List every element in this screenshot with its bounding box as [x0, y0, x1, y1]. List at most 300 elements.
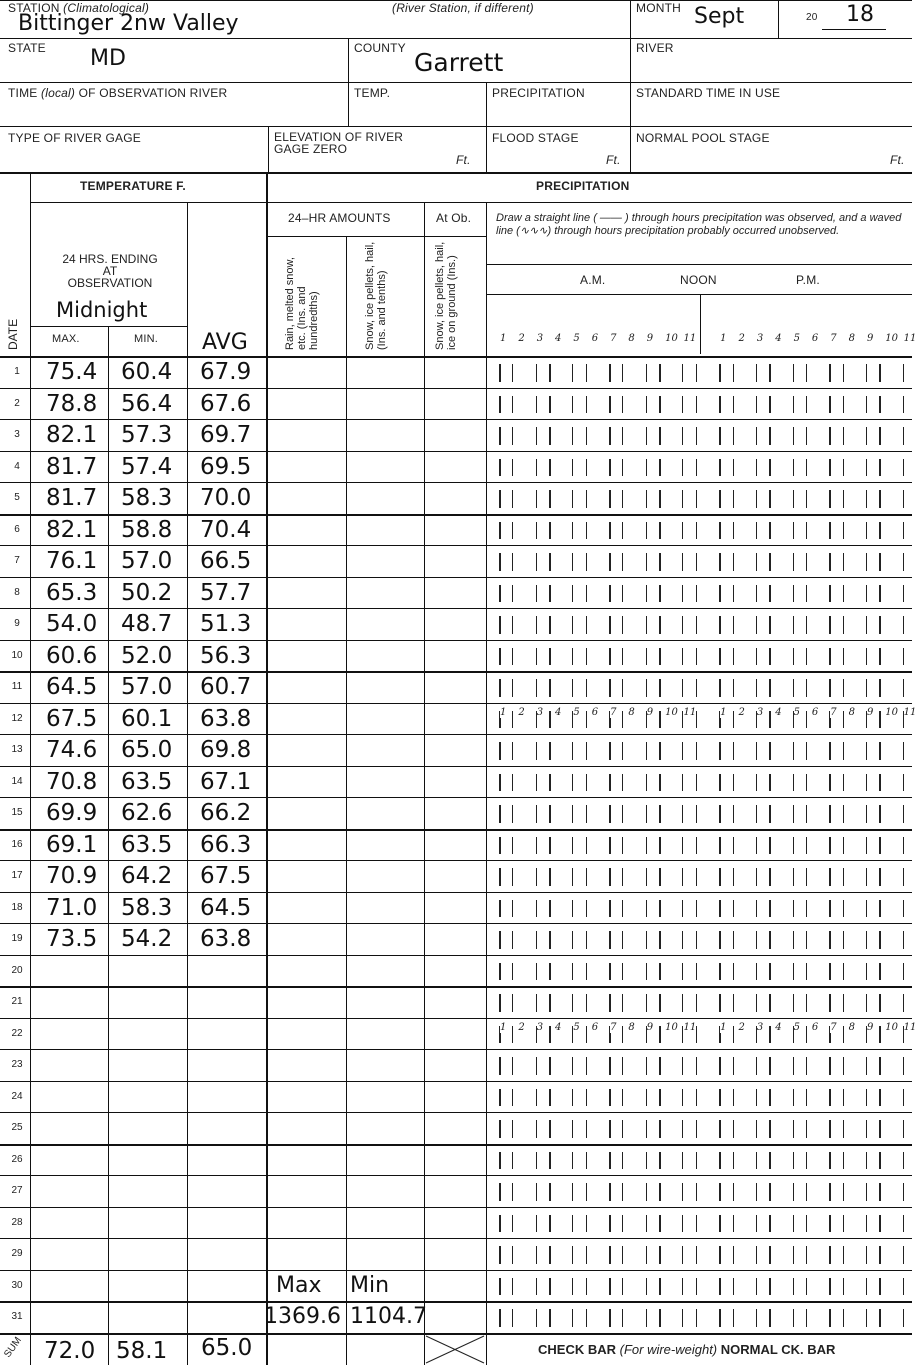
hour-tick[interactable]: [733, 364, 734, 382]
hour-tick[interactable]: [806, 1120, 807, 1138]
sum-min[interactable]: 58.1: [116, 1338, 168, 1364]
hour-tick[interactable]: [682, 1152, 683, 1170]
hour-tick[interactable]: [622, 553, 623, 571]
hour-tick[interactable]: [609, 459, 611, 477]
hour-tick[interactable]: [572, 679, 573, 697]
min-cell[interactable]: 48.7: [121, 611, 173, 637]
hour-tick[interactable]: [793, 679, 794, 697]
hour-tick[interactable]: [499, 1309, 501, 1327]
hour-tick[interactable]: [806, 900, 807, 918]
hour-tick[interactable]: [512, 396, 513, 414]
hour-tick[interactable]: [696, 427, 697, 445]
hour-tick[interactable]: [646, 396, 647, 414]
hour-tick[interactable]: [879, 1278, 881, 1296]
hour-tick[interactable]: [793, 648, 794, 666]
hour-tick[interactable]: [622, 963, 623, 981]
hour-tick[interactable]: [586, 994, 587, 1012]
hour-tick[interactable]: [682, 963, 683, 981]
hour-tick[interactable]: [499, 774, 501, 792]
hour-tick[interactable]: [659, 711, 661, 729]
avg-cell[interactable]: 51.3: [200, 611, 252, 637]
hour-tick[interactable]: [756, 648, 757, 666]
hour-tick[interactable]: [622, 1057, 623, 1075]
hour-tick[interactable]: [793, 1089, 794, 1107]
avg-cell[interactable]: 64.5: [200, 894, 252, 921]
hour-tick[interactable]: [512, 679, 513, 697]
hour-tick[interactable]: [586, 1057, 587, 1075]
hour-tick[interactable]: [719, 994, 721, 1012]
max-cell[interactable]: 82.1: [46, 516, 98, 543]
hour-tick[interactable]: [512, 1026, 513, 1044]
hour-tick[interactable]: [586, 1152, 587, 1170]
hour-tick[interactable]: [572, 522, 573, 540]
hour-tick[interactable]: [829, 1152, 831, 1170]
hour-tick[interactable]: [756, 994, 757, 1012]
hour-tick[interactable]: [572, 1152, 573, 1170]
hour-tick[interactable]: [682, 522, 683, 540]
hour-tick[interactable]: [646, 774, 647, 792]
hour-tick[interactable]: [733, 1152, 734, 1170]
hour-tick[interactable]: [756, 1057, 757, 1075]
hour-tick[interactable]: [903, 1309, 904, 1327]
hour-tick[interactable]: [536, 616, 537, 634]
hour-tick[interactable]: [793, 427, 794, 445]
hour-tick[interactable]: [549, 1278, 551, 1296]
hour-tick[interactable]: [499, 1246, 501, 1264]
hour-tick[interactable]: [499, 679, 501, 697]
hour-tick[interactable]: [499, 1057, 501, 1075]
hour-tick[interactable]: [586, 1089, 587, 1107]
hour-tick[interactable]: [843, 805, 844, 823]
hour-tick[interactable]: [659, 585, 661, 603]
hour-tick[interactable]: [622, 648, 623, 666]
hour-tick[interactable]: [879, 837, 881, 855]
hour-tick[interactable]: [806, 648, 807, 666]
hour-tick[interactable]: [536, 742, 537, 760]
hour-tick[interactable]: [903, 1057, 904, 1075]
hour-tick[interactable]: [696, 1183, 697, 1201]
hour-tick[interactable]: [756, 396, 757, 414]
hour-tick[interactable]: [719, 1215, 721, 1233]
hour-tick[interactable]: [609, 490, 611, 508]
hour-tick[interactable]: [793, 585, 794, 603]
hour-tick[interactable]: [843, 1309, 844, 1327]
hour-tick[interactable]: [659, 837, 661, 855]
hour-tick[interactable]: [879, 364, 881, 382]
avg-cell[interactable]: 67.1: [200, 768, 252, 795]
hour-tick[interactable]: [793, 1057, 794, 1075]
hour-tick[interactable]: [806, 711, 807, 729]
hour-tick[interactable]: [879, 1120, 881, 1138]
hour-tick[interactable]: [733, 1057, 734, 1075]
hour-tick[interactable]: [719, 522, 721, 540]
hour-tick[interactable]: [903, 396, 904, 414]
avg-cell[interactable]: 67.6: [200, 390, 252, 417]
hour-tick[interactable]: [586, 648, 587, 666]
hour-tick[interactable]: [572, 900, 573, 918]
max-cell[interactable]: 81.7: [46, 453, 98, 480]
hour-tick[interactable]: [756, 900, 757, 918]
hour-tick[interactable]: [512, 805, 513, 823]
hour-tick[interactable]: [769, 1057, 771, 1075]
hour-tick[interactable]: [733, 1120, 734, 1138]
hour-tick[interactable]: [733, 1309, 734, 1327]
hour-tick[interactable]: [572, 553, 573, 571]
max-cell[interactable]: 76.1: [46, 548, 98, 574]
hour-tick[interactable]: [586, 522, 587, 540]
hour-tick[interactable]: [622, 522, 623, 540]
hour-tick[interactable]: [769, 900, 771, 918]
hour-tick[interactable]: [903, 585, 904, 603]
hour-tick[interactable]: [696, 553, 697, 571]
hour-tick[interactable]: [719, 427, 721, 445]
hour-tick[interactable]: [866, 1278, 867, 1296]
hour-tick[interactable]: [769, 931, 771, 949]
hour-tick[interactable]: [829, 522, 831, 540]
hour-tick[interactable]: [549, 774, 551, 792]
hour-tick[interactable]: [806, 679, 807, 697]
hour-tick[interactable]: [646, 364, 647, 382]
hour-tick[interactable]: [622, 868, 623, 886]
hour-tick[interactable]: [659, 396, 661, 414]
hour-tick[interactable]: [843, 774, 844, 792]
hour-tick[interactable]: [609, 427, 611, 445]
hour-tick[interactable]: [843, 1183, 844, 1201]
hour-tick[interactable]: [622, 616, 623, 634]
avg-cell[interactable]: 67.5: [200, 863, 252, 889]
hour-tick[interactable]: [536, 648, 537, 666]
hour-tick[interactable]: [499, 616, 501, 634]
hour-tick[interactable]: [903, 837, 904, 855]
hour-tick[interactable]: [903, 648, 904, 666]
hour-tick[interactable]: [512, 1120, 513, 1138]
hour-tick[interactable]: [829, 427, 831, 445]
min-cell[interactable]: 60.1: [121, 705, 173, 732]
hour-tick[interactable]: [549, 837, 551, 855]
hour-tick[interactable]: [682, 994, 683, 1012]
avg-cell[interactable]: 66.3: [200, 831, 252, 858]
hour-tick[interactable]: [646, 1120, 647, 1138]
hour-tick[interactable]: [866, 427, 867, 445]
min-cell[interactable]: 57.0: [121, 674, 173, 700]
hour-tick[interactable]: [609, 1120, 611, 1138]
hour-tick[interactable]: [499, 553, 501, 571]
hour-tick[interactable]: [903, 805, 904, 823]
hour-tick[interactable]: [499, 1278, 501, 1296]
hour-tick[interactable]: [879, 1057, 881, 1075]
hour-tick[interactable]: [609, 1183, 611, 1201]
hour-tick[interactable]: [806, 396, 807, 414]
hour-tick[interactable]: [512, 837, 513, 855]
snow-cell[interactable]: Min: [350, 1272, 390, 1298]
hour-tick[interactable]: [903, 522, 904, 540]
hour-tick[interactable]: [829, 459, 831, 477]
hour-tick[interactable]: [682, 868, 683, 886]
hour-tick[interactable]: [843, 490, 844, 508]
hour-tick[interactable]: [659, 931, 661, 949]
hour-tick[interactable]: [806, 774, 807, 792]
hour-tick[interactable]: [793, 553, 794, 571]
hour-tick[interactable]: [756, 1246, 757, 1264]
min-cell[interactable]: 58.3: [121, 485, 173, 511]
hour-tick[interactable]: [879, 679, 881, 697]
hour-tick[interactable]: [769, 837, 771, 855]
hour-tick[interactable]: [879, 994, 881, 1012]
hour-tick[interactable]: [879, 1183, 881, 1201]
hour-tick[interactable]: [719, 585, 721, 603]
hour-tick[interactable]: [719, 900, 721, 918]
hour-tick[interactable]: [682, 805, 683, 823]
hour-tick[interactable]: [756, 868, 757, 886]
hour-tick[interactable]: [572, 931, 573, 949]
hour-tick[interactable]: [903, 1246, 904, 1264]
hour-tick[interactable]: [659, 553, 661, 571]
min-cell[interactable]: 56.4: [121, 390, 173, 417]
hour-tick[interactable]: [536, 774, 537, 792]
hour-tick[interactable]: [646, 1057, 647, 1075]
hour-tick[interactable]: [536, 931, 537, 949]
hour-tick[interactable]: [536, 963, 537, 981]
hour-tick[interactable]: [499, 1089, 501, 1107]
min-cell[interactable]: 62.6: [121, 800, 173, 826]
hour-tick[interactable]: [879, 616, 881, 634]
hour-tick[interactable]: [829, 396, 831, 414]
hour-tick[interactable]: [733, 868, 734, 886]
hour-tick[interactable]: [512, 490, 513, 508]
hour-tick[interactable]: [572, 1215, 573, 1233]
hour-tick[interactable]: [733, 427, 734, 445]
hour-tick[interactable]: [806, 1309, 807, 1327]
hour-tick[interactable]: [549, 679, 551, 697]
hour-tick[interactable]: [536, 585, 537, 603]
hour-tick[interactable]: [609, 963, 611, 981]
hour-tick[interactable]: [659, 774, 661, 792]
hour-tick[interactable]: [843, 1278, 844, 1296]
hour-tick[interactable]: [499, 1120, 501, 1138]
hour-tick[interactable]: [499, 742, 501, 760]
hour-tick[interactable]: [696, 1057, 697, 1075]
hour-tick[interactable]: [806, 1152, 807, 1170]
hour-tick[interactable]: [829, 1120, 831, 1138]
hour-tick[interactable]: [879, 963, 881, 981]
hour-tick[interactable]: [879, 648, 881, 666]
avg-cell[interactable]: 70.0: [200, 485, 252, 511]
hour-tick[interactable]: [682, 648, 683, 666]
hour-tick[interactable]: [659, 1183, 661, 1201]
max-cell[interactable]: 60.6: [46, 642, 98, 669]
hour-tick[interactable]: [903, 364, 904, 382]
hour-tick[interactable]: [843, 994, 844, 1012]
max-cell[interactable]: 71.0: [46, 894, 98, 921]
hour-tick[interactable]: [829, 1309, 831, 1327]
hour-tick[interactable]: [659, 994, 661, 1012]
hour-tick[interactable]: [659, 1120, 661, 1138]
hour-tick[interactable]: [646, 522, 647, 540]
hour-tick[interactable]: [646, 1183, 647, 1201]
hour-tick[interactable]: [903, 742, 904, 760]
avg-cell[interactable]: 66.5: [200, 548, 252, 574]
min-cell[interactable]: 52.0: [121, 642, 173, 669]
hour-tick[interactable]: [903, 1152, 904, 1170]
hour-tick[interactable]: [609, 522, 611, 540]
hour-tick[interactable]: [549, 1246, 551, 1264]
hour-tick[interactable]: [756, 459, 757, 477]
hour-tick[interactable]: [609, 931, 611, 949]
hour-tick[interactable]: [586, 1246, 587, 1264]
hour-tick[interactable]: [719, 868, 721, 886]
hour-tick[interactable]: [609, 742, 611, 760]
hour-tick[interactable]: [622, 805, 623, 823]
hour-tick[interactable]: [756, 837, 757, 855]
hour-tick[interactable]: [843, 1152, 844, 1170]
hour-tick[interactable]: [769, 1152, 771, 1170]
hour-tick[interactable]: [659, 490, 661, 508]
hour-tick[interactable]: [866, 1120, 867, 1138]
hour-tick[interactable]: [549, 1026, 551, 1044]
hour-tick[interactable]: [659, 1278, 661, 1296]
hour-tick[interactable]: [866, 774, 867, 792]
hour-tick[interactable]: [843, 616, 844, 634]
hour-tick[interactable]: [733, 1278, 734, 1296]
hour-tick[interactable]: [646, 900, 647, 918]
hour-tick[interactable]: [733, 396, 734, 414]
hour-tick[interactable]: [769, 490, 771, 508]
hour-tick[interactable]: [549, 1057, 551, 1075]
hour-tick[interactable]: [769, 427, 771, 445]
hour-tick[interactable]: [659, 522, 661, 540]
hour-tick[interactable]: [622, 1089, 623, 1107]
hour-tick[interactable]: [843, 427, 844, 445]
hour-tick[interactable]: [646, 742, 647, 760]
hour-tick[interactable]: [622, 1152, 623, 1170]
hour-tick[interactable]: [769, 679, 771, 697]
hour-tick[interactable]: [609, 1089, 611, 1107]
hour-tick[interactable]: [512, 900, 513, 918]
hour-tick[interactable]: [512, 585, 513, 603]
max-cell[interactable]: 73.5: [46, 926, 98, 952]
hour-tick[interactable]: [719, 459, 721, 477]
hour-tick[interactable]: [866, 868, 867, 886]
hour-tick[interactable]: [646, 931, 647, 949]
hour-tick[interactable]: [829, 931, 831, 949]
hour-tick[interactable]: [879, 1215, 881, 1233]
hour-tick[interactable]: [866, 364, 867, 382]
hour-tick[interactable]: [829, 868, 831, 886]
hour-tick[interactable]: [756, 553, 757, 571]
hour-tick[interactable]: [646, 459, 647, 477]
hour-tick[interactable]: [696, 963, 697, 981]
hour-tick[interactable]: [609, 994, 611, 1012]
hour-tick[interactable]: [806, 963, 807, 981]
hour-tick[interactable]: [572, 648, 573, 666]
hour-tick[interactable]: [806, 837, 807, 855]
hour-tick[interactable]: [829, 1089, 831, 1107]
hour-tick[interactable]: [682, 931, 683, 949]
hour-tick[interactable]: [572, 585, 573, 603]
hour-tick[interactable]: [843, 1120, 844, 1138]
hour-tick[interactable]: [733, 648, 734, 666]
hour-tick[interactable]: [843, 1089, 844, 1107]
hour-tick[interactable]: [866, 900, 867, 918]
hour-tick[interactable]: [696, 679, 697, 697]
hour-tick[interactable]: [719, 931, 721, 949]
hour-tick[interactable]: [793, 837, 794, 855]
hour-tick[interactable]: [646, 1246, 647, 1264]
min-cell[interactable]: 63.5: [121, 768, 173, 795]
hour-tick[interactable]: [806, 805, 807, 823]
hour-tick[interactable]: [512, 774, 513, 792]
hour-tick[interactable]: [829, 648, 831, 666]
hour-tick[interactable]: [806, 585, 807, 603]
hour-tick[interactable]: [512, 1309, 513, 1327]
hour-tick[interactable]: [733, 1026, 734, 1044]
hour-tick[interactable]: [499, 364, 501, 382]
max-cell[interactable]: 75.4: [46, 359, 98, 385]
hour-tick[interactable]: [829, 994, 831, 1012]
hour-tick[interactable]: [903, 963, 904, 981]
hour-tick[interactable]: [866, 459, 867, 477]
hour-tick[interactable]: [536, 994, 537, 1012]
hour-tick[interactable]: [903, 931, 904, 949]
hour-tick[interactable]: [572, 963, 573, 981]
hour-tick[interactable]: [682, 553, 683, 571]
max-cell[interactable]: 70.8: [46, 768, 98, 795]
hour-tick[interactable]: [586, 963, 587, 981]
min-cell[interactable]: 58.3: [121, 894, 173, 921]
hour-tick[interactable]: [622, 742, 623, 760]
hour-tick[interactable]: [769, 459, 771, 477]
hour-tick[interactable]: [806, 742, 807, 760]
hour-tick[interactable]: [682, 1278, 683, 1296]
obs-time-value[interactable]: Midnight: [56, 298, 148, 322]
hour-tick[interactable]: [719, 1089, 721, 1107]
hour-tick[interactable]: [793, 868, 794, 886]
max-cell[interactable]: 82.1: [46, 422, 98, 448]
max-cell[interactable]: 64.5: [46, 674, 98, 700]
hour-tick[interactable]: [719, 679, 721, 697]
hour-tick[interactable]: [499, 648, 501, 666]
hour-tick[interactable]: [769, 994, 771, 1012]
hour-tick[interactable]: [829, 742, 831, 760]
hour-tick[interactable]: [499, 427, 501, 445]
hour-tick[interactable]: [536, 396, 537, 414]
hour-tick[interactable]: [682, 774, 683, 792]
hour-tick[interactable]: [622, 837, 623, 855]
hour-tick[interactable]: [609, 616, 611, 634]
hour-tick[interactable]: [512, 1246, 513, 1264]
hour-tick[interactable]: [806, 616, 807, 634]
rain-cell[interactable]: 1369.6: [264, 1304, 341, 1329]
hour-tick[interactable]: [793, 1246, 794, 1264]
hour-tick[interactable]: [829, 364, 831, 382]
hour-tick[interactable]: [866, 1309, 867, 1327]
hour-tick[interactable]: [719, 553, 721, 571]
hour-tick[interactable]: [659, 1057, 661, 1075]
hour-tick[interactable]: [646, 805, 647, 823]
hour-tick[interactable]: [756, 1215, 757, 1233]
hour-tick[interactable]: [806, 1026, 807, 1044]
station-value[interactable]: Bittinger 2nw Valley: [18, 11, 239, 36]
hour-tick[interactable]: [659, 679, 661, 697]
hour-tick[interactable]: [572, 459, 573, 477]
hour-tick[interactable]: [843, 711, 844, 729]
hour-tick[interactable]: [659, 364, 661, 382]
hour-tick[interactable]: [659, 1309, 661, 1327]
hour-tick[interactable]: [622, 679, 623, 697]
hour-tick[interactable]: [733, 679, 734, 697]
hour-tick[interactable]: [659, 1246, 661, 1264]
hour-tick[interactable]: [682, 679, 683, 697]
